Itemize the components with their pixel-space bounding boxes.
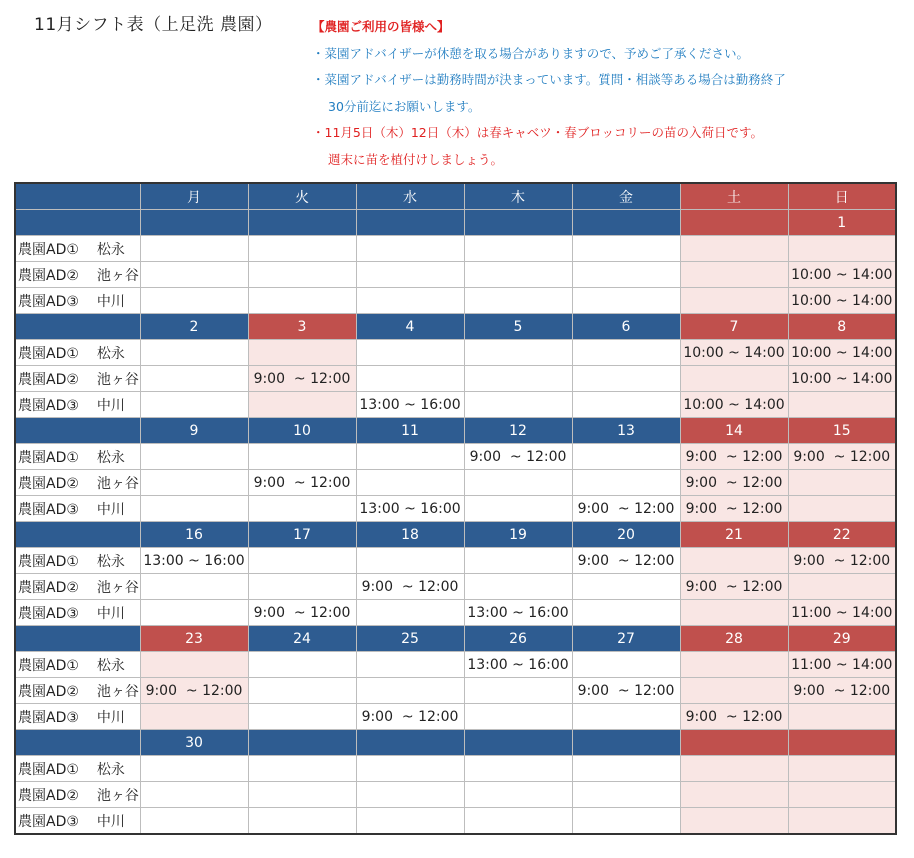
- shift-cell: [680, 652, 788, 678]
- shift-cell: [572, 782, 680, 808]
- shift-cell: [572, 444, 680, 470]
- staff-name-cell: [15, 808, 140, 835]
- shift-cell: [248, 262, 356, 288]
- staff-role: 農園AD①: [18, 241, 79, 258]
- staff-name-cell: [15, 392, 140, 418]
- staff-row: [15, 782, 896, 808]
- staff-row: [15, 548, 896, 574]
- shift-cell: [248, 392, 356, 418]
- shift-cell: 9:00 ~ 12:00: [464, 444, 572, 470]
- shift-cell: [464, 704, 572, 730]
- shift-cell: 9:00 ~ 12:00: [248, 600, 356, 626]
- shift-cell: 10:00 ~ 14:00: [680, 392, 788, 418]
- shift-cell: 9:00 ~ 12:00: [680, 444, 788, 470]
- staff-row: [15, 366, 896, 392]
- shift-cell: [788, 782, 896, 808]
- shift-cell: [680, 782, 788, 808]
- shift-cell: [140, 444, 248, 470]
- date-cell: 23: [140, 626, 248, 652]
- staff-role: 農園AD③: [18, 293, 79, 310]
- date-cell: 19: [464, 522, 572, 548]
- date-cell: [140, 210, 248, 236]
- date-cell: 28: [680, 626, 788, 652]
- shift-cell: [788, 496, 896, 522]
- shift-cell: [140, 652, 248, 678]
- shift-cell: 9:00 ~ 12:00: [140, 678, 248, 704]
- staff-role: 農園AD③: [18, 813, 79, 830]
- date-cell: 20: [572, 522, 680, 548]
- staff-name-cell: [15, 470, 140, 496]
- staff-row: [15, 652, 896, 678]
- date-cell: 29: [788, 626, 896, 652]
- staff-role: 農園AD①: [18, 345, 79, 362]
- date-cell: 8: [788, 314, 896, 340]
- date-cell: 3: [248, 314, 356, 340]
- date-cell: 24: [248, 626, 356, 652]
- shift-cell: [680, 808, 788, 835]
- staff-name-cell: [15, 782, 140, 808]
- shift-cell: [464, 470, 572, 496]
- shift-cell: [464, 782, 572, 808]
- weekday-label: 月: [140, 183, 248, 210]
- date-cell: 21: [680, 522, 788, 548]
- shift-cell: [464, 262, 572, 288]
- staff-row: [15, 808, 896, 835]
- weekday-header-row: [15, 183, 896, 210]
- date-cell: 16: [140, 522, 248, 548]
- shift-cell: [680, 262, 788, 288]
- shift-cell: [140, 496, 248, 522]
- shift-cell: 9:00 ~ 12:00: [788, 678, 896, 704]
- shift-cell: [248, 652, 356, 678]
- staff-name: 中川: [96, 813, 125, 830]
- staff-row: [15, 600, 896, 626]
- shift-cell: [572, 470, 680, 496]
- staff-row: [15, 496, 896, 522]
- shift-cell: 11:00 ~ 14:00: [788, 600, 896, 626]
- date-cell: 27: [572, 626, 680, 652]
- staff-name: 池ヶ谷: [96, 787, 139, 804]
- shift-cell: [680, 756, 788, 782]
- shift-cell: [680, 678, 788, 704]
- notice-line: ・11月5日（木）12日（木）は春キャベツ・春ブロッコリーの苗の入荷日です。: [312, 125, 764, 140]
- staff-name: 中川: [96, 397, 125, 414]
- staff-name-cell: [15, 496, 140, 522]
- shift-cell: 9:00 ~ 12:00: [680, 470, 788, 496]
- staff-name: 中川: [96, 293, 125, 310]
- shift-cell: [680, 600, 788, 626]
- shift-cell: [572, 392, 680, 418]
- staff-name-cell: [15, 444, 140, 470]
- shift-cell: [464, 392, 572, 418]
- shift-cell: [356, 236, 464, 262]
- date-cell: 11: [356, 418, 464, 444]
- staff-name: 池ヶ谷: [96, 371, 139, 388]
- shift-cell: 13:00 ~ 16:00: [464, 600, 572, 626]
- staff-row: [15, 756, 896, 782]
- date-cell: [248, 730, 356, 756]
- shift-cell: [572, 600, 680, 626]
- date-cell: 22: [788, 522, 896, 548]
- date-cell: 17: [248, 522, 356, 548]
- date-row-label: [15, 314, 140, 340]
- date-cell: 6: [572, 314, 680, 340]
- staff-role: 農園AD①: [18, 553, 79, 570]
- shift-cell: [140, 340, 248, 366]
- shift-cell: [356, 262, 464, 288]
- staff-name: 松永: [96, 553, 125, 570]
- staff-name: 松永: [96, 449, 125, 466]
- shift-cell: [140, 236, 248, 262]
- shift-cell: [140, 756, 248, 782]
- staff-name: 松永: [96, 345, 125, 362]
- date-cell: 30: [140, 730, 248, 756]
- shift-cell: [356, 548, 464, 574]
- shift-cell: 9:00 ~ 12:00: [680, 704, 788, 730]
- shift-cell: [356, 340, 464, 366]
- staff-name: 松永: [96, 657, 125, 674]
- staff-role: 農園AD②: [18, 267, 79, 284]
- shift-cell: [680, 548, 788, 574]
- shift-cell: 9:00 ~ 12:00: [356, 574, 464, 600]
- date-cell: 18: [356, 522, 464, 548]
- shift-cell: 9:00 ~ 12:00: [356, 704, 464, 730]
- header-corner: [15, 183, 140, 210]
- shift-cell: [140, 366, 248, 392]
- shift-cell: [140, 704, 248, 730]
- shift-cell: [464, 366, 572, 392]
- staff-role: 農園AD②: [18, 787, 79, 804]
- date-cell: [356, 210, 464, 236]
- shift-cell: [464, 340, 572, 366]
- date-row-label: [15, 730, 140, 756]
- shift-cell: [572, 574, 680, 600]
- date-cell: 4: [356, 314, 464, 340]
- date-cell: 7: [680, 314, 788, 340]
- notice-line: ・菜園アドバイザーは勤務時間が決まっています。質問・相談等ある場合は勤務終了: [312, 72, 786, 87]
- staff-name: 中川: [96, 501, 125, 518]
- staff-name-cell: [15, 652, 140, 678]
- shift-cell: [248, 444, 356, 470]
- staff-name: 松永: [96, 761, 125, 778]
- notice-box: [312, 14, 786, 173]
- date-cell: [356, 730, 464, 756]
- date-cell: [464, 210, 572, 236]
- staff-row: [15, 340, 896, 366]
- shift-cell: [248, 288, 356, 314]
- shift-cell: [464, 756, 572, 782]
- shift-cell: [572, 236, 680, 262]
- shift-cell: [248, 340, 356, 366]
- shift-cell: 9:00 ~ 12:00: [680, 574, 788, 600]
- date-cell: 5: [464, 314, 572, 340]
- staff-role: 農園AD②: [18, 579, 79, 596]
- shift-cell: [680, 236, 788, 262]
- page-title: 11月シフト表（上足洗 農園）: [34, 15, 273, 35]
- staff-name-cell: [15, 600, 140, 626]
- shift-cell: 9:00 ~ 12:00: [788, 444, 896, 470]
- date-row-label: [15, 522, 140, 548]
- weekday-label: 水: [356, 183, 464, 210]
- date-cell: [680, 730, 788, 756]
- date-cell: [572, 210, 680, 236]
- shift-cell: [788, 704, 896, 730]
- shift-cell: [788, 392, 896, 418]
- weekday-label: 土: [680, 183, 788, 210]
- shift-cell: [464, 808, 572, 835]
- shift-cell: [140, 782, 248, 808]
- shift-cell: [788, 574, 896, 600]
- staff-name-cell: [15, 340, 140, 366]
- shift-cell: [140, 574, 248, 600]
- staff-name: 池ヶ谷: [96, 267, 139, 284]
- staff-name: 中川: [96, 605, 125, 622]
- shift-cell: [140, 262, 248, 288]
- staff-name: 中川: [96, 709, 125, 726]
- date-header-row: [15, 418, 896, 444]
- shift-cell: [572, 262, 680, 288]
- staff-name-cell: [15, 678, 140, 704]
- shift-cell: 9:00 ~ 12:00: [680, 496, 788, 522]
- shift-cell: [572, 340, 680, 366]
- notice-line: 【農園ご利用の皆様へ】: [312, 19, 450, 34]
- shift-cell: [788, 808, 896, 835]
- date-cell: 10: [248, 418, 356, 444]
- staff-name-cell: [15, 366, 140, 392]
- staff-row: [15, 262, 896, 288]
- weekday-label: 日: [788, 183, 896, 210]
- shift-cell: 13:00 ~ 16:00: [356, 392, 464, 418]
- shift-cell: 11:00 ~ 14:00: [788, 652, 896, 678]
- shift-cell: 9:00 ~ 12:00: [788, 548, 896, 574]
- staff-role: 農園AD①: [18, 761, 79, 778]
- date-header-row: [15, 730, 896, 756]
- shift-cell: [248, 782, 356, 808]
- weekday-label: 火: [248, 183, 356, 210]
- shift-cell: [356, 470, 464, 496]
- shift-cell: 10:00 ~ 14:00: [788, 340, 896, 366]
- date-header-row: [15, 210, 896, 236]
- staff-name-cell: [15, 756, 140, 782]
- shift-cell: [572, 288, 680, 314]
- date-header-row: [15, 626, 896, 652]
- shift-cell: [788, 470, 896, 496]
- shift-cell: [464, 574, 572, 600]
- shift-cell: [248, 236, 356, 262]
- shift-cell: [356, 782, 464, 808]
- shift-cell: [572, 366, 680, 392]
- staff-name-cell: [15, 574, 140, 600]
- staff-name: 池ヶ谷: [96, 475, 139, 492]
- staff-role: 農園AD②: [18, 475, 79, 492]
- shift-cell: 10:00 ~ 14:00: [788, 288, 896, 314]
- staff-role: 農園AD②: [18, 371, 79, 388]
- date-cell: [572, 730, 680, 756]
- staff-name-cell: [15, 236, 140, 262]
- staff-role: 農園AD③: [18, 501, 79, 518]
- shift-table: [14, 182, 897, 835]
- shift-cell: [464, 288, 572, 314]
- staff-row: [15, 444, 896, 470]
- shift-cell: [248, 548, 356, 574]
- date-row-label: [15, 210, 140, 236]
- date-cell: [788, 730, 896, 756]
- date-cell: 2: [140, 314, 248, 340]
- weekday-label: 金: [572, 183, 680, 210]
- staff-name: 池ヶ谷: [96, 683, 139, 700]
- shift-cell: 9:00 ~ 12:00: [572, 548, 680, 574]
- date-cell: 1: [788, 210, 896, 236]
- shift-cell: 13:00 ~ 16:00: [356, 496, 464, 522]
- staff-row: [15, 704, 896, 730]
- shift-cell: 9:00 ~ 12:00: [248, 366, 356, 392]
- shift-cell: [572, 756, 680, 782]
- shift-cell: [356, 678, 464, 704]
- staff-name-cell: [15, 262, 140, 288]
- date-cell: 26: [464, 626, 572, 652]
- shift-cell: [248, 704, 356, 730]
- date-cell: [680, 210, 788, 236]
- shift-cell: 10:00 ~ 14:00: [788, 262, 896, 288]
- date-row-label: [15, 626, 140, 652]
- shift-cell: 9:00 ~ 12:00: [248, 470, 356, 496]
- shift-cell: [572, 704, 680, 730]
- notice-line: 週末に苗を植付けしましょう。: [328, 151, 504, 167]
- date-cell: 9: [140, 418, 248, 444]
- staff-row: [15, 470, 896, 496]
- shift-cell: [572, 652, 680, 678]
- shift-cell: [680, 288, 788, 314]
- notice-line: 30分前迄にお願いします。: [328, 98, 481, 114]
- date-cell: 15: [788, 418, 896, 444]
- date-cell: 25: [356, 626, 464, 652]
- shift-cell: [680, 366, 788, 392]
- shift-cell: [356, 366, 464, 392]
- weekday-label: 木: [464, 183, 572, 210]
- shift-cell: [248, 808, 356, 835]
- date-cell: 14: [680, 418, 788, 444]
- shift-cell: [464, 678, 572, 704]
- shift-cell: [140, 392, 248, 418]
- staff-row: [15, 678, 896, 704]
- staff-role: 農園AD③: [18, 709, 79, 726]
- staff-name-cell: [15, 288, 140, 314]
- shift-cell: [356, 288, 464, 314]
- staff-row: [15, 236, 896, 262]
- shift-cell: [464, 496, 572, 522]
- shift-cell: [356, 808, 464, 835]
- shift-cell: [248, 496, 356, 522]
- shift-cell: [140, 288, 248, 314]
- shift-cell: 13:00 ~ 16:00: [464, 652, 572, 678]
- staff-name-cell: [15, 704, 140, 730]
- staff-row: [15, 288, 896, 314]
- staff-role: 農園AD②: [18, 683, 79, 700]
- date-cell: [248, 210, 356, 236]
- shift-cell: 10:00 ~ 14:00: [788, 366, 896, 392]
- shift-cell: 9:00 ~ 12:00: [572, 678, 680, 704]
- staff-name-cell: [15, 548, 140, 574]
- shift-cell: [572, 808, 680, 835]
- shift-cell: [140, 808, 248, 835]
- shift-cell: [248, 756, 356, 782]
- shift-cell: [464, 236, 572, 262]
- shift-cell: [248, 678, 356, 704]
- shift-cell: [788, 236, 896, 262]
- shift-cell: 13:00 ~ 16:00: [140, 548, 248, 574]
- shift-cell: [464, 548, 572, 574]
- staff-role: 農園AD①: [18, 449, 79, 466]
- shift-cell: [356, 756, 464, 782]
- date-cell: 12: [464, 418, 572, 444]
- shift-cell: 9:00 ~ 12:00: [572, 496, 680, 522]
- staff-role: 農園AD③: [18, 605, 79, 622]
- staff-row: [15, 392, 896, 418]
- staff-name: 池ヶ谷: [96, 579, 139, 596]
- shift-cell: 10:00 ~ 14:00: [680, 340, 788, 366]
- date-header-row: [15, 314, 896, 340]
- shift-cell: [356, 444, 464, 470]
- shift-cell: [356, 652, 464, 678]
- staff-name: 松永: [96, 241, 125, 258]
- date-row-label: [15, 418, 140, 444]
- shift-cell: [140, 470, 248, 496]
- date-header-row: [15, 522, 896, 548]
- notice-line: ・菜園アドバイザーが休憩を取る場合がありますので、予めご了承ください。: [312, 45, 750, 61]
- staff-role: 農園AD①: [18, 657, 79, 674]
- shift-cell: [140, 600, 248, 626]
- date-cell: 13: [572, 418, 680, 444]
- staff-row: [15, 574, 896, 600]
- shift-cell: [248, 574, 356, 600]
- shift-cell: [356, 600, 464, 626]
- date-cell: [464, 730, 572, 756]
- staff-role: 農園AD③: [18, 397, 79, 414]
- shift-cell: [788, 756, 896, 782]
